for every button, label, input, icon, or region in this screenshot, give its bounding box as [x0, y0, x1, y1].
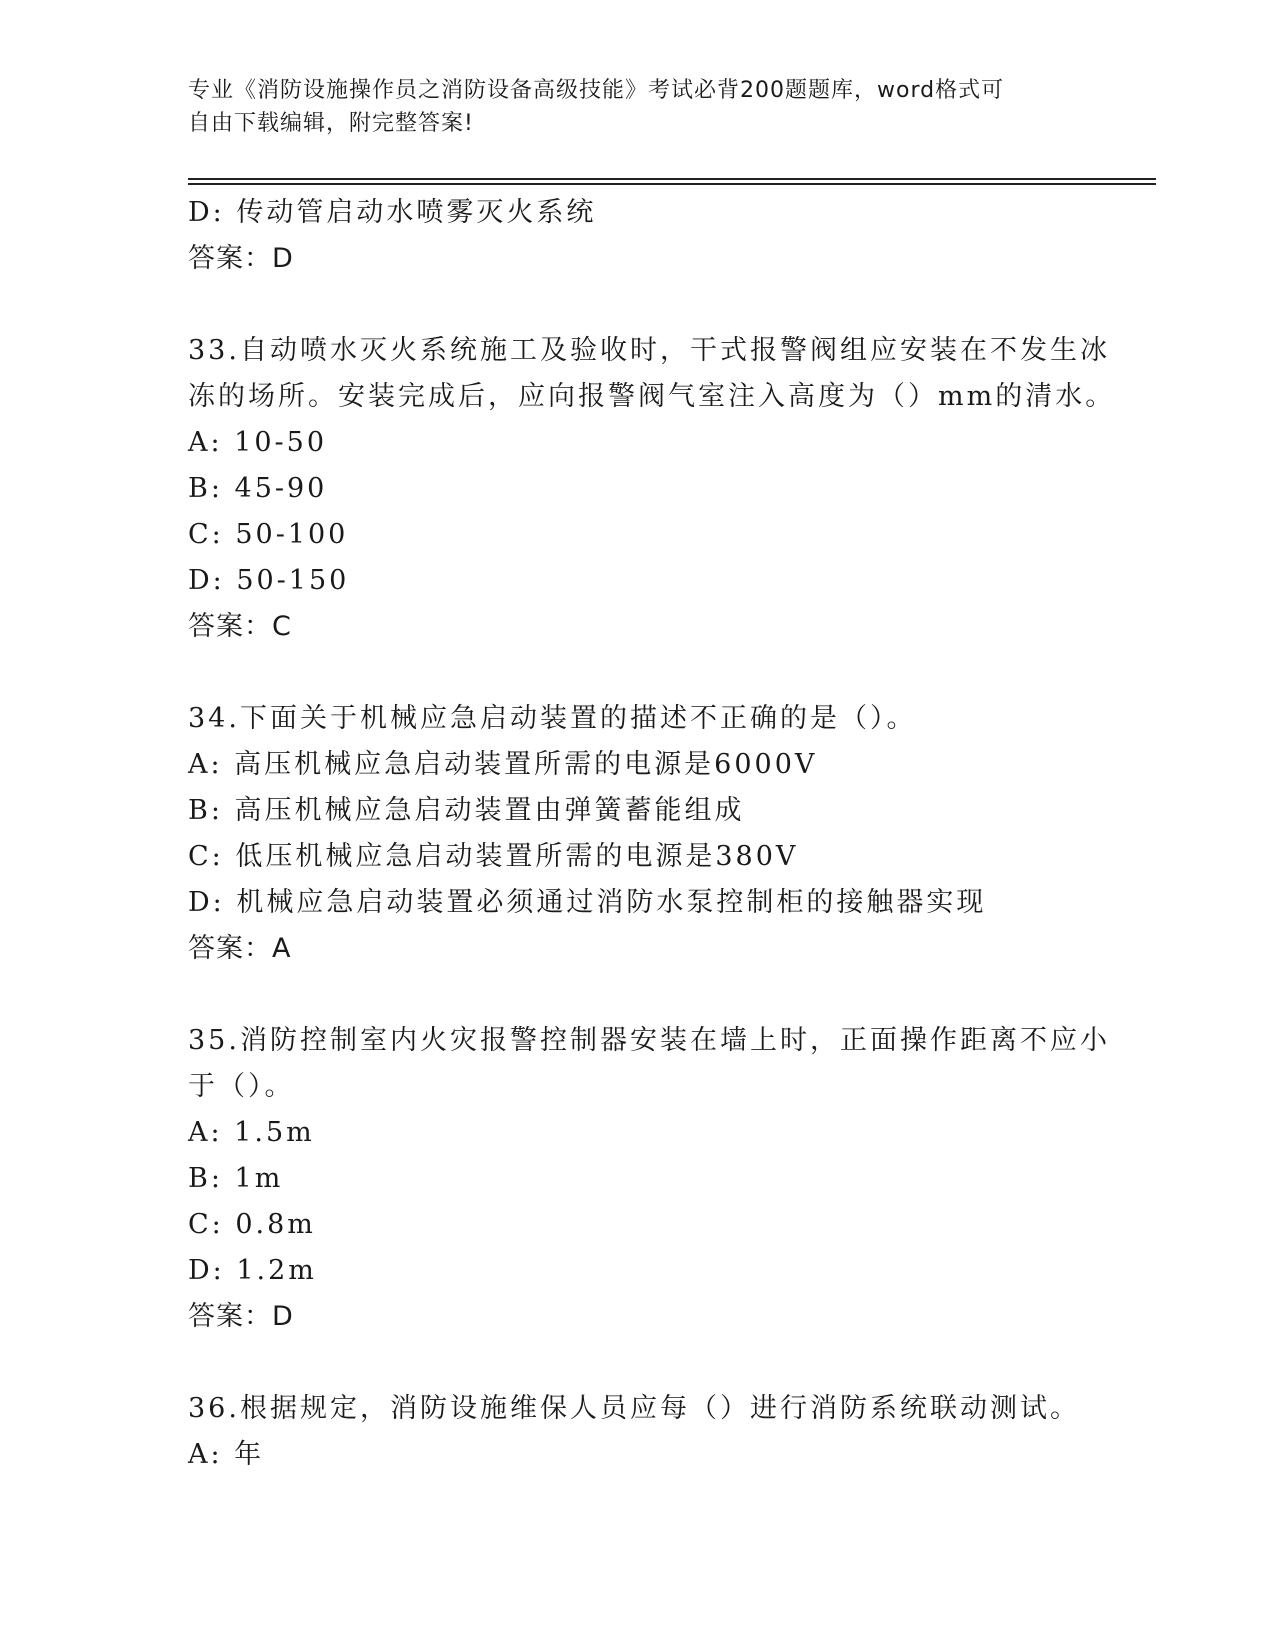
- option-d: D: 50-150: [188, 565, 350, 596]
- header-line-2: 自由下载编辑，附完整答案!: [188, 111, 474, 136]
- question-content: [188, 190, 1116, 1478]
- spacer: [188, 1340, 1088, 1386]
- question-text-line: 36.根据规定，消防设施维保人员应每（）进行消防系统联动测试。: [188, 1393, 1080, 1424]
- answer-line: 答案：C: [188, 611, 292, 642]
- option-c: C: 低压机械应急启动装置所需的电源是380V: [188, 841, 799, 872]
- option-c: C: 50-100: [188, 519, 349, 550]
- option-a: A: 1.5m: [188, 1117, 315, 1148]
- option-b: B: 高压机械应急启动装置由弹簧蓄能组成: [188, 795, 745, 826]
- option-a: A: 年: [188, 1439, 265, 1470]
- option-c: C: 0.8m: [188, 1209, 316, 1240]
- question-text-line: 冻的场所。安装完成后，应向报警阀气室注入高度为（）mm的清水。: [188, 381, 1116, 412]
- header-divider-bottom: [188, 183, 1156, 185]
- question-35: [188, 1018, 1110, 1340]
- question-text-line: 于（）。: [188, 1071, 295, 1102]
- answer-line: 答案：D: [188, 243, 294, 274]
- spacer: [188, 650, 1088, 696]
- answer-line: 答案：D: [188, 1301, 294, 1332]
- spacer: [188, 282, 1088, 328]
- header-divider-top: [188, 178, 1156, 180]
- question-text-line: 33.自动喷水灭火系统施工及验收时，干式报警阀组应安装在不发生冰: [188, 335, 1110, 366]
- header-line-1: 专业《消防设施操作员之消防设备高级技能》考试必背200题题库，word格式可: [188, 78, 1005, 103]
- question-text-line: 35.消防控制室内火灾报警控制器安装在墙上时，正面操作距离不应小: [188, 1025, 1110, 1056]
- question-34: [188, 696, 1088, 972]
- option-d: D: 1.2m: [188, 1255, 317, 1286]
- question-36: [188, 1386, 1088, 1478]
- option-b: B: 45-90: [188, 473, 328, 504]
- option-d: D: 传动管启动水喷雾灭火系统: [188, 197, 597, 228]
- question-33: [188, 328, 1116, 650]
- answer-line: 答案：A: [188, 933, 292, 964]
- option-b: B: 1m: [188, 1163, 284, 1194]
- previous-question-tail: [188, 190, 1088, 282]
- spacer: [188, 972, 1088, 1018]
- question-text-line: 34.下面关于机械应急启动装置的描述不正确的是（）。: [188, 703, 917, 734]
- option-a: A: 10-50: [188, 427, 328, 458]
- document-header: [188, 74, 1068, 140]
- option-d: D: 机械应急启动装置必须通过消防水泵控制柜的接触器实现: [188, 887, 987, 918]
- option-a: A: 高压机械应急启动装置所需的电源是6000V: [188, 749, 818, 780]
